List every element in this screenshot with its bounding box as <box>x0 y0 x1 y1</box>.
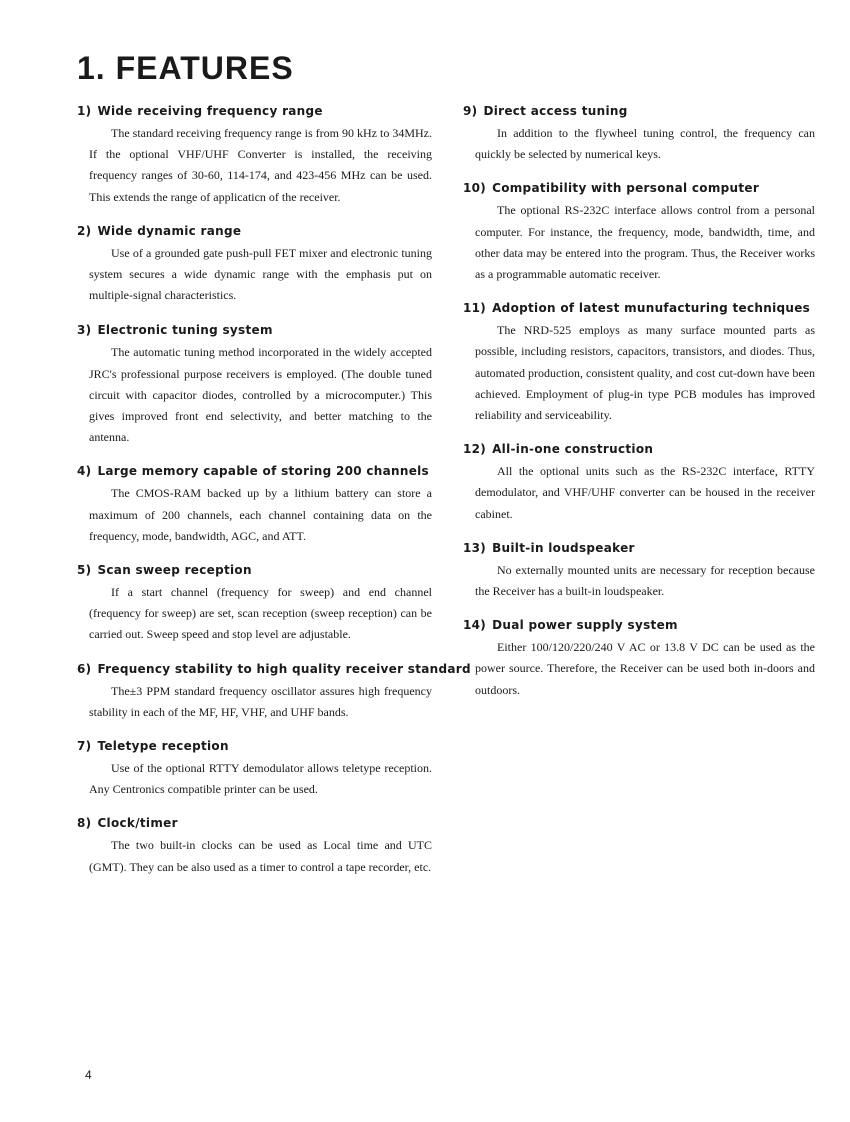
feature-1 <box>77 103 432 208</box>
feature-heading: 1) Wide receiving frequency range <box>77 104 323 118</box>
feature-heading: 4) Large memory capable of storing 200 channels <box>77 464 430 479</box>
left-column <box>77 103 471 878</box>
right-column <box>463 103 815 701</box>
feature-10 <box>463 180 815 285</box>
feature-body: Use of a grounded gate push-pull FET mixer and electronic tuning system secures a wide dynamic range with the emphasis put on multiple-signal characteristics. <box>89 245 432 303</box>
feature-body: The automatic tuning method incorporated in the widely accepted JRC's professional purpose receivers is employed. (The double tuned circuit with capacitor diodes, controlled by a microcomputer.) This gives improved front end selectivity, and better matching to the antenna. <box>89 345 432 445</box>
feature-heading: 14) Dual power supply system <box>463 618 678 633</box>
feature-heading: 9) Direct access tuning <box>463 104 628 118</box>
feature-body: The standard receiving frequency range is from 90 kHz to 34MHz. If the optional VHF/UHF Converter is installed, the receiving frequency ranges of 30-60, 114-174, and 423-456 MHz can be used. This extends the range of applicaticn of the receiver. <box>89 126 432 204</box>
feature-12 <box>463 441 815 525</box>
feature-body: Use of the optional RTTY demodulator allows teletype reception. Any Centronics compatible printer can be used. <box>89 761 432 797</box>
page-number: 4 <box>85 1068 92 1082</box>
feature-body: Either 100/120/220/240 V AC or 13.8 V DC can be used as the power source. Therefore, the Receiver can be used both in-doors and outdoors. <box>475 640 815 697</box>
feature-13 <box>463 540 815 602</box>
feature-4 <box>77 463 432 547</box>
feature-6 <box>77 661 471 723</box>
feature-body: No externally mounted units are necessary for reception because the Receiver has a built-in loudspeaker. <box>475 562 815 599</box>
feature-5 <box>77 562 432 646</box>
feature-heading: 13) Built-in loudspeaker <box>463 540 635 555</box>
feature-body: The CMOS-RAM backed up by a lithium battery can store a maximum of 200 channels, each channel containing data on the frequency, mode, bandwidth, AGC, and ATT. <box>89 486 432 543</box>
feature-heading: 3) Electronic tuning system <box>77 323 273 338</box>
feature-heading: 6) Frequency stability to high quality receiver standard <box>77 661 471 676</box>
feature-heading: 11) Adoption of latest munufacturing techniques <box>463 301 811 316</box>
feature-body: The NRD-525 employs as many surface mounted parts as possible, including resistors, capacitors, transistors, and diodes. Thus, automated production, consistent quality, and cost cut-down have been achieved. Employment of plug-in type PCB modules has improved reliability and serviceability. <box>475 323 815 423</box>
feature-body: The two built-in clocks can be used as Local time and UTC (GMT). They can be also used as a timer to control a tape recorder, etc. <box>89 838 432 874</box>
feature-heading: 7) Teletype reception <box>77 739 229 754</box>
feature-body: All the optional units such as the RS-232C interface, RTTY demodulator, and VHF/UHF converter can be housed in the receiver cabinet. <box>475 464 815 521</box>
feature-heading: 8) Clock/timer <box>77 816 178 831</box>
feature-heading: 12) All-in-one construction <box>463 442 654 457</box>
feature-body: The±3 PPM standard frequency oscillator assures high frequency stability in each of the MF, HF, VHF, and UHF bands. <box>89 683 432 719</box>
feature-heading: 10) Compatibility with personal computer <box>463 181 760 196</box>
feature-heading: 5) Scan sweep reception <box>77 563 252 578</box>
feature-body: If a start channel (frequency for sweep) and end channel (frequency for sweep) are set, scan reception (sweep reception) can be carried out. Sweep speed and stop level are adjustable. <box>89 585 432 642</box>
feature-7 <box>77 738 432 800</box>
feature-2 <box>77 223 432 307</box>
feature-body: In addition to the flywheel tuning control, the frequency can quickly be selected by numerical keys. <box>475 126 815 162</box>
feature-9 <box>463 103 815 165</box>
feature-3 <box>77 322 432 448</box>
feature-14 <box>463 617 815 701</box>
feature-11 <box>463 300 815 426</box>
feature-body: The optional RS-232C interface allows control from a personal computer. For instance, the frequency, mode, bandwidth, time, and other data may be entered into the program. Thus, the Receiver works as a programmable automatic receiver. <box>475 203 815 282</box>
page-title: 1. FEATURES <box>77 50 294 86</box>
feature-8 <box>77 815 432 877</box>
feature-heading: 2) Wide dynamic range <box>77 223 242 238</box>
